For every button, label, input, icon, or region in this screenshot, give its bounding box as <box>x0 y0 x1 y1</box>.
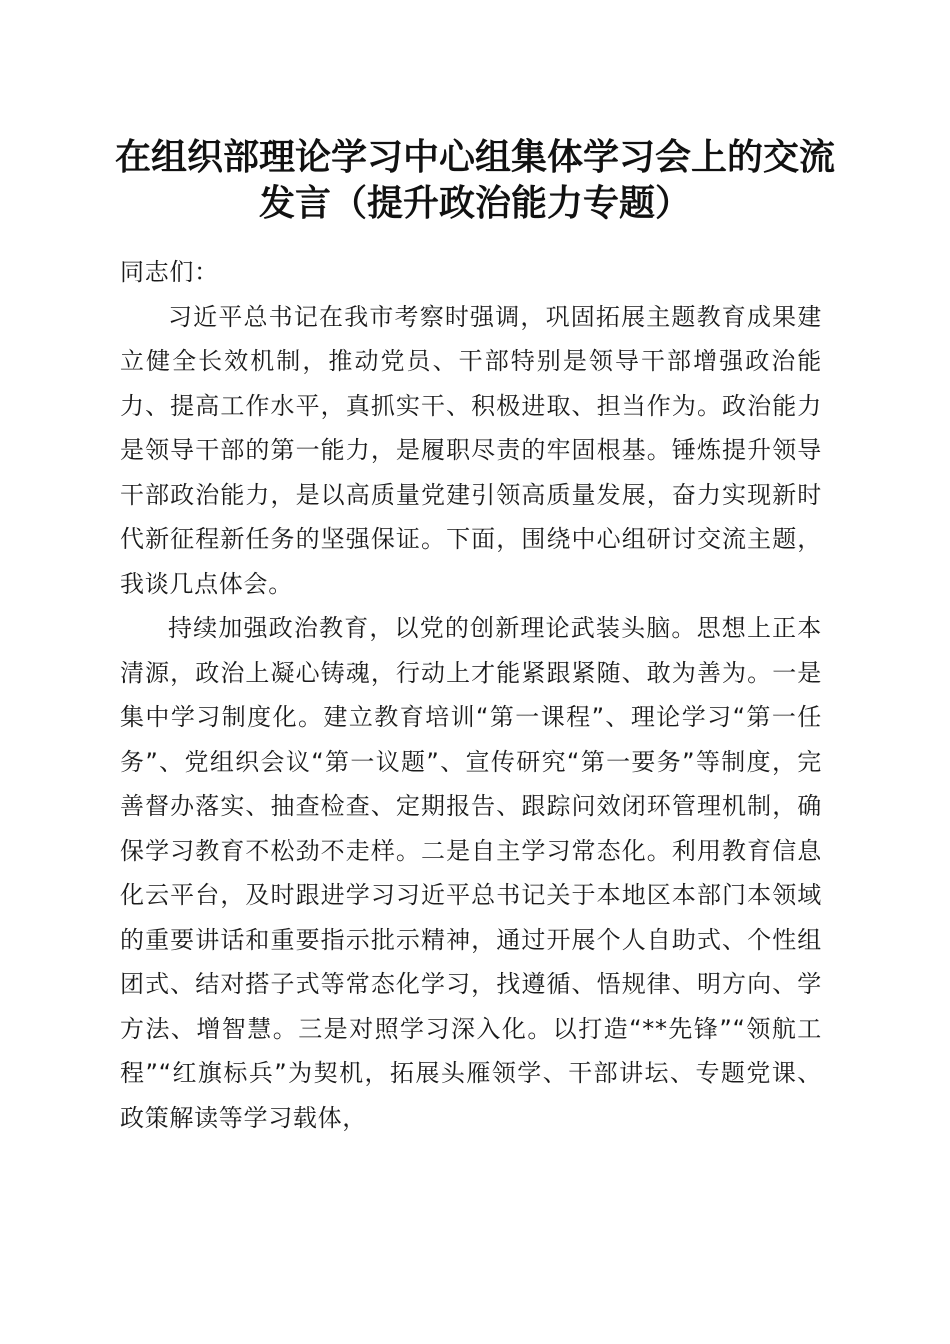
document-title <box>110 134 840 226</box>
paragraph-2: 持续加强政治教育，以党的创新理论武装头脑。思想上正本清源，政治上凝心铸魂，行动上才能紧跟紧随、敢为善为。一是集中学习制度化。建立教育培训“第一课程”、理论学习“第一任务”、党组织会议“第一议题”、宣传研究“第一要务”等制度，完善督办落实、抽查检查、定期报告、跟踪问效闭环管理机制，确保学习教育不松劲不走样。二是自主学习常态化。利用教育信息化云平台，及时跟进学习习近平总书记关于本地区本部门本领域的重要讲话和重要指示批示精神，通过开展个人自助式、个性组团式、结对搭子式等常态化学习，找遵循、悟规律、明方向、学方法、增智慧。三是对照学习深入化。以打造“**先锋”“领航工程”“红旗标兵”为契机，拓展头雁领学、干部讲坛、专题党课、政策解读等学习载体， <box>120 614 822 1132</box>
salutation: 同志们： <box>120 258 219 286</box>
title-line-1: 在组织部理论学习中心组集体学习会上的交流 <box>114 136 835 178</box>
document-body <box>120 250 822 1140</box>
title-line-2: 发言（提升政治能力专题） <box>258 182 691 224</box>
paragraph-1: 习近平总书记在我市考察时强调，巩固拓展主题教育成果建立健全长效机制，推动党员、干部特别是领导干部增强政治能力、提高工作水平，真抓实干、积极进取、担当作为。政治能力是领导干部的第一能力，是履职尽责的牢固根基。锤炼提升领导干部政治能力，是以高质量党建引领高质量发展，奋力实现新时代新征程新任务的坚强保证。下面，围绕中心组研讨交流主题，我谈几点体会。 <box>120 302 822 598</box>
